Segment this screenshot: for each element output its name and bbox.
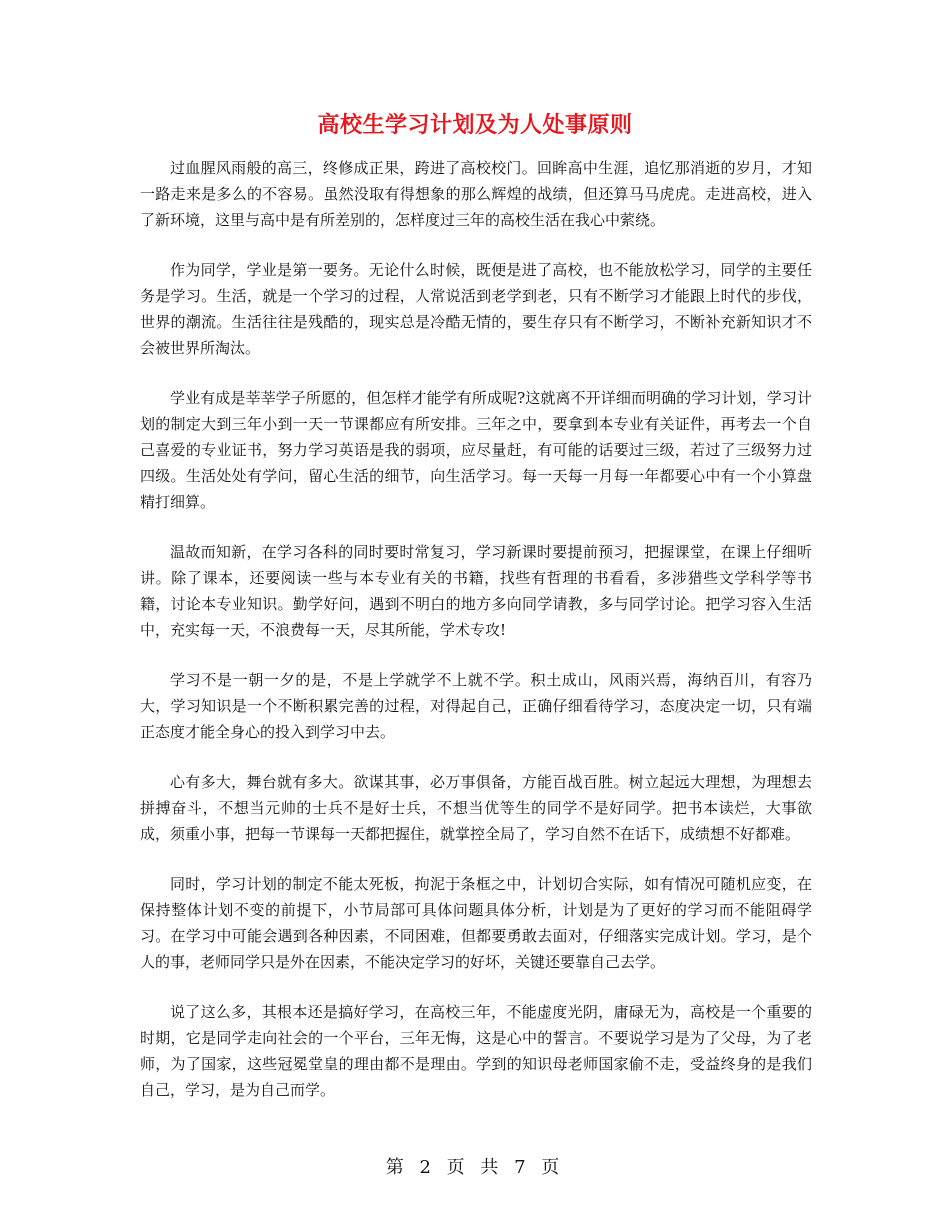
page-number-footer: 第 2 页 共 7 页 <box>385 1157 565 1178</box>
document-title: 高校生学习计划及为人处事原则 <box>317 112 633 138</box>
paragraph-1: 过血腥风雨般的高三，终修成正果，跨进了高校校门。回眸高中生涯，追忆那消逝的岁月，才知一路走来是多么的不容易。虽然没取有得想象的那么辉煌的战绩，但还算马马虎虎。走进高校，进入了新环境，这里与高中是有所差别的，怎样度过三年的高校生活在我心中萦绕。 <box>140 159 812 229</box>
paragraph-7: 同时，学习计划的制定不能太死板，拘泥于条框之中，计划切合实际，如有情况可随机应变，在保持整体计划不变的前提下，小节局部可具体问题具体分析，计划是为了更好的学习而不能阻碍学习。在学习中可能会遇到各种因素，不同困难，但都要勇敢去面对，仔细落实完成计划。学习，是个人的事，老师同学只是外在因素，不能决定学习的好坏，关键还要靠自己去学。 <box>140 875 812 971</box>
paragraph-4: 温故而知新，在学习各科的同时要时常复习，学习新课时要提前预习，把握课堂，在课上仔细听讲。除了课本，还要阅读一些与本专业有关的书籍，找些有哲理的书看看，多涉猎些文学科学等书籍，讨论本专业知识。勤学好问，遇到不明白的地方多向同学请教，多与同学讨论。把学习容入生活中，充实每一天，不浪费每一天，尽其所能，学术专攻! <box>140 543 812 639</box>
paragraph-8: 说了这么多，其根本还是搞好学习，在高校三年，不能虚度光阴，庸碌无为，高校是一个重要的时期，它是同学走向社会的一个平台，三年无悔，这是心中的誓言。不要说学习是为了父母，为了老师，为了国家，这些冠冕堂皇的理由都不是理由。学到的知识母老师国家偷不走，受益终身的是我们自己，学习，是为自己而学。 <box>140 1003 812 1099</box>
document-body <box>140 155 812 1127</box>
paragraph-6: 心有多大，舞台就有多大。欲谋其事，必万事俱备，方能百战百胜。树立起远大理想，为理想去拼搏奋斗，不想当元帅的士兵不是好士兵，不想当优等生的同学不是好同学。把书本读烂，大事欲成，须重小事，把每一节课每一天都把握住，就掌控全局了，学习自然不在话下，成绩想不好都难。 <box>140 773 812 843</box>
paragraph-2: 作为同学，学业是第一要务。无论什么时候，既便是进了高校，也不能放松学习，同学的主要任务是学习。生活，就是一个学习的过程，人常说活到老学到老，只有不断学习才能跟上时代的步伐，世界的潮流。生活往往是残酷的，现实总是冷酷无情的，要生存只有不断学习，不断补充新知识才不会被世界所淘汰。 <box>140 261 812 357</box>
paragraph-3: 学业有成是莘莘学子所愿的，但怎样才能学有所成呢?这就离不开详细而明确的学习计划，学习计划的制定大到三年小到一天一节课都应有所安排。三年之中，要拿到本专业有关证件，再考去一个自己喜爱的专业证书，努力学习英语是我的弱项，应尽量赶，有可能的话要过三级，若过了三级努力过四级。生活处处有学问，留心生活的细节，向生活学习。每一天每一月每一年都要心中有一个小算盘精打细算。 <box>140 389 812 511</box>
paragraph-5: 学习不是一朝一夕的是，不是上学就学不上就不学。积土成山，风雨兴焉，海纳百川，有容乃大，学习知识是一个不断积累完善的过程，对得起自己，正确仔细看待学习，态度决定一切，只有端正态度才能全身心的投入到学习中去。 <box>140 671 812 741</box>
